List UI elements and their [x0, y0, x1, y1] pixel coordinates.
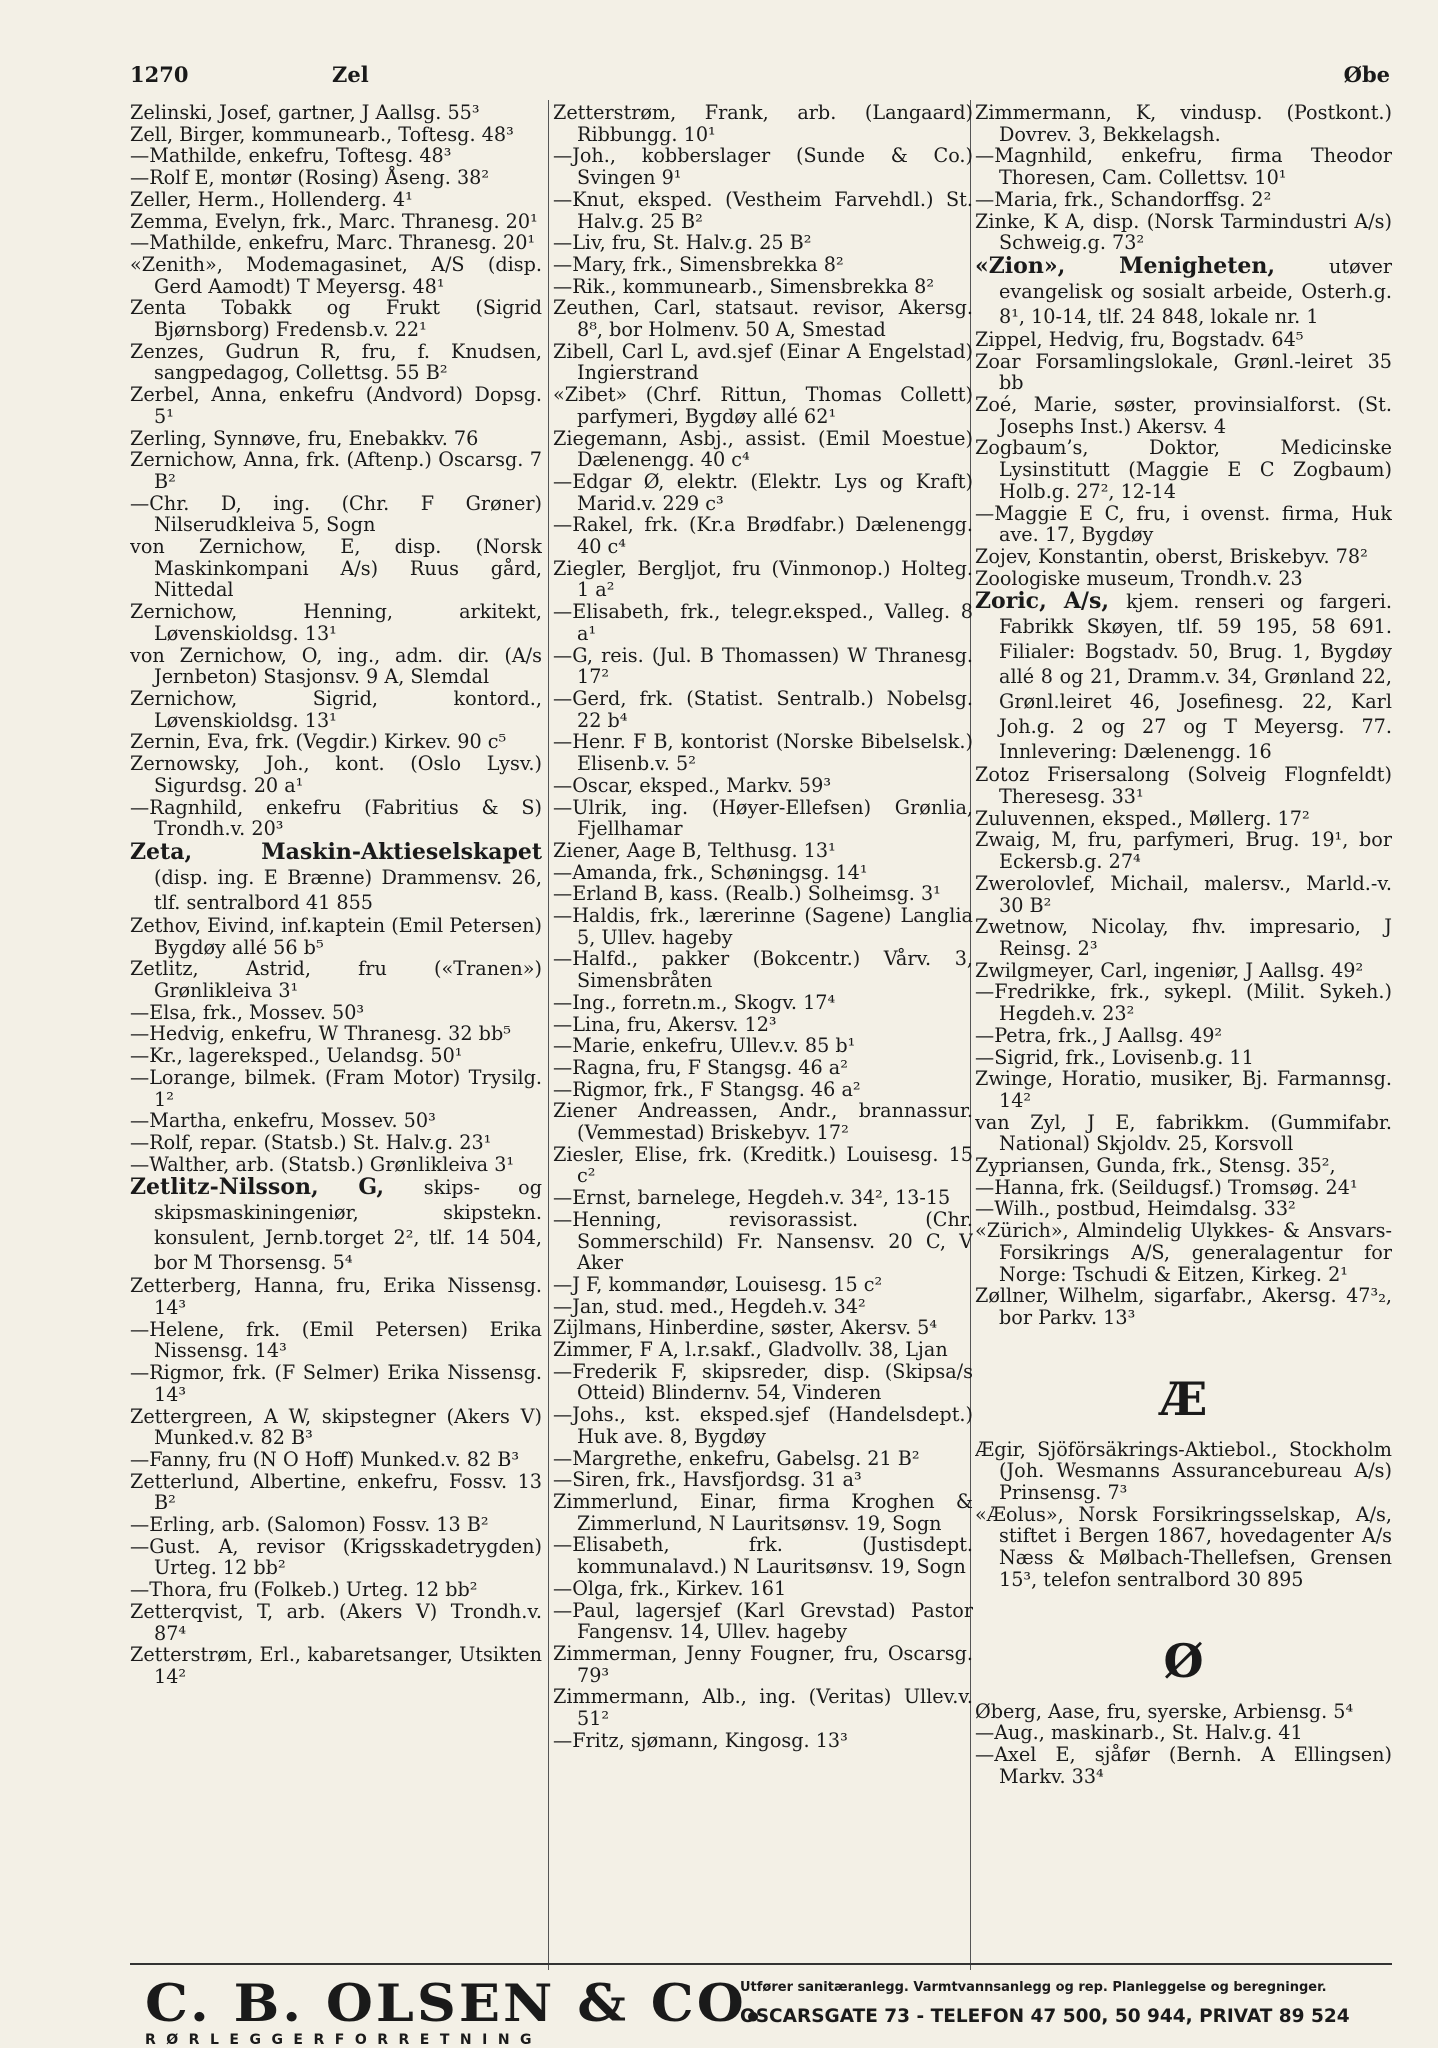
directory-entry: Zernowsky, Joh., kont. (Oslo Lysv.) Sigurdsg. 20 a¹: [130, 752, 542, 797]
directory-entry: —Haldis, frk., lærerinne (Sagene) Langlia 5, Ullev. hageby: [553, 904, 973, 949]
directory-column-3: [975, 102, 1392, 1992]
directory-entry: [130, 840, 542, 915]
directory-entry: —Hedvig, enkefru, W Thranesg. 32 bb⁵: [130, 1022, 511, 1046]
directory-entry: Zoologiske museum, Trondh.v. 23: [975, 566, 1303, 590]
ad-services: Utfører sanitæranlegg. Varmtvannsanlegg og rep. Planleggelse og beregninger.: [740, 1980, 1327, 1995]
page-header: [130, 58, 1390, 98]
directory-entry: —Jan, stud. med., Hegdeh.v. 34²: [553, 1294, 866, 1318]
directory-entry: «Æolus», Norsk Forsikringsselskap, A/s, stiftet i Bergen 1867, hovedagenter A/s Næss & Mølbach-Thellefsen, Grensen 15³, telefon sentralbord 30 895: [975, 1502, 1392, 1591]
directory-entry: [975, 254, 1392, 329]
directory-entry: Ziegemann, Asbj., assist. (Emil Moestue) Dælenengg. 40 c⁴: [553, 426, 973, 472]
directory-entry: Zemma, Evelyn, frk., Marc. Thranesg. 20¹: [130, 209, 538, 233]
directory-entry: Zetterstrøm, Frank, arb. (Langaard) Ribbungg. 10¹: [553, 102, 973, 146]
directory-entry: Zetterberg, Hanna, fru, Erika Nissensg. 14³: [130, 1274, 542, 1320]
directory-entry: —Kr., lagereksped., Uelandsg. 50¹: [130, 1044, 463, 1068]
directory-entry: Zetterlund, Albertine, enkefru, Fossv. 13 B²: [130, 1469, 542, 1515]
advertisement-banner: [130, 1972, 1392, 2048]
directory-entry: Zelinski, Josef, gartner, J Aallsg. 55³: [130, 102, 480, 124]
directory-entry: «Zibet» (Chrf. Rittun, Thomas Collett) parfymeri, Bygdøy allé 62¹: [553, 383, 973, 428]
entry-heading: «Zion», Menigheten,: [975, 252, 1276, 279]
directory-entry: —Elisabeth, frk., telegr.eksped., Valleg. 8 a¹: [553, 600, 973, 645]
directory-entry: Zijlmans, Hinberdine, søster, Akersv. 5⁴: [553, 1316, 938, 1340]
directory-entry: Ziesler, Elise, frk. (Kreditk.) Louisesg. 15 c²: [553, 1142, 973, 1188]
entry-text: skips- og skipsmaskiningeniør, skipstekn. konsulent, Jernb.torget 2², tlf. 14 504, bor M Thorsensg. 5⁴: [154, 1176, 542, 1275]
directory-entry: Zethov, Eivind, inf.kaptein (Emil Petersen) Bygdøy allé 56 b⁵: [130, 913, 542, 959]
directory-entry: —Rik., kommunearb., Simensbrekka 8²: [553, 274, 935, 298]
directory-entry: —Axel E, sjåfør (Bernh. A Ellingsen) Markv. 33⁴: [975, 1742, 1392, 1788]
directory-entry: —Martha, enkefru, Mossev. 50³: [130, 1109, 436, 1133]
column-divider: [548, 100, 549, 1970]
directory-entry: —Rigmor, frk., F Stangsg. 46 a²: [553, 1077, 861, 1101]
directory-entry: —Elsa, frk., Mossev. 50³: [130, 1000, 365, 1024]
header-guide-word-left: Zel: [332, 62, 369, 87]
directory-entry: Ziegler, Bergljot, fru (Vinmonop.) Holteg. 1 a²: [553, 556, 973, 602]
directory-entry: Zuluvennen, eksped., Møllerg. 17²: [975, 806, 1310, 830]
directory-entry: Zell, Birger, kommunearb., Toftesg. 48³: [130, 122, 514, 146]
directory-entry: Zernichow, Anna, frk. (Aftenp.) Oscarsg. 7 B²: [130, 448, 542, 493]
directory-entry: Zibell, Carl L, avd.sjef (Einar A Engelstad) Ingierstrand: [553, 339, 973, 385]
directory-column-1: [130, 102, 542, 1992]
directory-entry: Zimmer, F A, l.r.sakf., Gladvollv. 38, Ljan: [553, 1338, 948, 1362]
directory-entry: Zerbel, Anna, enkefru (Andvord) Dopsg. 5¹: [130, 383, 542, 428]
directory-entry: —Erling, arb. (Salomon) Fossv. 13 B²: [130, 1513, 489, 1537]
directory-entry: Zwerolovlef, Michail, malersv., Marld.-v. 30 B²: [975, 871, 1392, 917]
directory-entry: Zernin, Eva, frk. (Vegdir.) Kirkev. 90 c⁵: [130, 730, 507, 754]
directory-entry: —Ernst, barnelege, Hegdeh.v. 34², 13-15: [553, 1186, 951, 1210]
directory-entry: —Mathilde, enkefru, Toftesg. 48³: [130, 144, 452, 168]
directory-entry: —Helene, frk. (Emil Petersen) Erika Nissensg. 14³: [130, 1317, 542, 1363]
directory-entry: Zetlitz, Astrid, fru («Tranen») Grønlikleiva 3¹: [130, 957, 542, 1003]
directory-entry: —Magnhild, enkefru, firma Theodor Thoresen, Cam. Collettsv. 10¹: [975, 144, 1392, 190]
directory-entry: Zinke, K A, disp. (Norsk Tarmindustri A/s) Schweig.g. 73²: [975, 209, 1392, 255]
directory-entry: —Wilh., postbud, Heimdalsg. 33²: [975, 1197, 1296, 1221]
directory-entry: —Rigmor, frk. (F Selmer) Erika Nissensg. 14³: [130, 1361, 542, 1406]
directory-entry: —Lina, fru, Akersv. 12³: [553, 1012, 777, 1036]
section-letter: Æ: [1159, 1371, 1208, 1426]
directory-entry: Zenta Tobakk og Frukt (Sigrid Bjørnsborg) Fredensb.v. 22¹: [130, 296, 542, 342]
directory-entry: —Elisabeth, frk. (Justisdept. kommunalavd.) N Lauritsønsv. 19, Sogn: [553, 1533, 973, 1579]
entry-text: kjem. renseri og fargeri. Fabrikk Skøyen, tlf. 59 195, 58 691. Filialer: Bogstadv. 50, Brug. 1, Bygdøy allé 8 og 21, Dramm.v. 34, Grønland 22, Grønl.leiret 46, Josefinesg. 22, Karl Joh.g. 2 og 27 og T Meyersg. 77. Innlevering: Dælenengg. 16: [999, 590, 1392, 764]
entry-heading: Zeta, Maskin-Aktieselskapet: [130, 838, 542, 865]
directory-entry: —Frederik F, skipsreder, disp. (Skipsa/s Otteid) Blindernv. 54, Vinderen: [553, 1359, 973, 1405]
directory-entry: —Ulrik, ing. (Høyer-Ellefsen) Grønlia, Fjellhamar: [553, 795, 973, 841]
directory-entry: —Fanny, fru (N O Hoff) Munked.v. 82 B³: [130, 1447, 520, 1471]
ad-trade: RØRLEGGERFORRETNING: [145, 2032, 543, 2048]
entry-text: (disp. ing. E Brænne) Drammensv. 26, tlf. sentralbord 41 855: [154, 865, 542, 914]
directory-entry: Zogbaum’s, Doktor, Medicinske Lysinstitutt (Maggie E C Zogbaum) Holb.g. 27², 12-14: [975, 436, 1392, 503]
directory-entry: Zypriansen, Gunda, frk., Stensg. 35²,: [975, 1154, 1336, 1178]
directory-entry: —Margrethe, enkefru, Gabelsg. 21 B²: [553, 1446, 920, 1470]
directory-entry: Ziener Andreassen, Andr., brannassur. (Vemmestad) Briskebyv. 17²: [553, 1099, 973, 1145]
directory-entry: van Zyl, J E, fabrikkm. (Gummifabr. National) Skjoldv. 25, Korsvoll: [975, 1110, 1392, 1156]
directory-entry: Zwetnow, Nicolay, fhv. impresario, J Reinsg. 2³: [975, 915, 1392, 960]
directory-entry: Zwilgmeyer, Carl, ingeniør, J Aallsg. 49²: [975, 958, 1364, 982]
directory-entry: —Mary, frk., Simensbrekka 8²: [553, 252, 844, 276]
footer-divider: [130, 1963, 1392, 1965]
directory-entry: —Erland B, kass. (Realb.) Solheimsg. 3¹: [553, 882, 941, 906]
directory-entry: —Rolf E, montør (Rosing) Åseng. 38²: [130, 166, 490, 190]
directory-entry: Zetterstrøm, Erl., kabaretsanger, Utsikten 14²: [130, 1643, 542, 1688]
directory-entry: —Joh., kobberslager (Sunde & Co.) Svingen 9¹: [553, 144, 973, 190]
directory-entry: —Oscar, eksped., Markv. 59³: [553, 773, 832, 797]
directory-entry: —Marie, enkefru, Ullev.v. 85 b¹: [553, 1034, 856, 1058]
directory-entry: —Walther, arb. (Statsb.) Grønlikleiva 3¹: [130, 1152, 515, 1176]
directory-entry: —Siren, frk., Havsfjordsg. 31 a³: [553, 1468, 862, 1492]
section-letter: Ø: [1163, 1633, 1204, 1688]
directory-entry: «Zürich», Almindelig Ulykkes- & Ansvars-Forsikrings A/S, generalagentur for Norge: Tschudi & Eitzen, Kirkeg. 2¹: [975, 1219, 1392, 1286]
directory-entry: —Chr. D, ing. (Chr. F Grøner) Nilserudkleiva 5, Sogn: [130, 491, 542, 537]
directory-entry: Zwinge, Horatio, musiker, Bj. Farmannsg. 14²: [975, 1067, 1392, 1112]
directory-entry: Zojev, Konstantin, oberst, Briskebyv. 78²: [975, 544, 1368, 568]
directory-entry: —Sigrid, frk., Lovisenb.g. 11: [975, 1045, 1254, 1069]
directory-entry: Zernichow, Sigrid, kontord., Løvenskioldsg. 13¹: [130, 686, 542, 732]
directory-entry: —Olga, frk., Kirkev. 161: [553, 1576, 787, 1600]
directory-entry: Zotoz Frisersalong (Solveig Flognfeldt) Theresesg. 33¹: [975, 763, 1392, 809]
ad-address: OSCARSGATE 73 - TELEFON 47 500, 50 944, PRIVAT 89 524: [740, 2006, 1350, 2027]
directory-entry: —Maggie E C, fru, i ovenst. firma, Huk ave. 17, Bygdøy: [975, 501, 1392, 547]
directory-entry: Zettergreen, A W, skipstegner (Akers V) Munked.v. 82 B³: [130, 1404, 542, 1450]
directory-entry: von Zernichow, E, disp. (Norsk Maskinkompani A/s) Ruus gård, Nittedal: [130, 535, 542, 602]
directory-entry: [975, 589, 1392, 764]
directory-entry: —Rolf, repar. (Statsb.) St. Halv.g. 23¹: [130, 1130, 492, 1154]
directory-entry: —Paul, lagersjef (Karl Grevstad) Pastor Fangensv. 14, Ullev. hageby: [553, 1598, 973, 1644]
entry-text: utøver evangelisk og sosialt arbeide, Osterh.g. 8¹, 10-14, tlf. 24 848, lokale nr. 1: [999, 254, 1392, 328]
directory-entry: Zoar Forsamlingslokale, Grønl.-leiret 35 bb: [975, 349, 1392, 395]
directory-entry: —Ragna, fru, F Stangsg. 46 a²: [553, 1055, 848, 1079]
directory-entry: von Zernichow, O, ing., adm. dir. (A/s Jernbeton) Stasjonsv. 9 A, Slemdal: [130, 643, 542, 689]
directory-entry: Zeuthen, Carl, statsaut. revisor, Akersg. 8⁸, bor Holmenv. 50 A, Smestad: [553, 296, 973, 342]
directory-entry: Zimmerlund, Einar, firma Kroghen & Zimmerlund, N Lauritsønsv. 19, Sogn: [553, 1490, 973, 1535]
entry-heading: Zoric, A/s,: [975, 588, 1109, 615]
directory-entry: Zimmerman, Jenny Fougner, fru, Oscarsg. 79³: [553, 1641, 973, 1687]
directory-entry: Ægir, Sjöförsäkrings-Aktiebol., Stockholm (Joh. Wesmanns Assurancebureau A/s) Prinsensg. 7³: [975, 1437, 1392, 1505]
directory-entry: —Thora, fru (Folkeb.) Urteg. 12 bb²: [130, 1578, 478, 1602]
directory-entry: —Ragnhild, enkefru (Fabritius & S) Trondh.v. 20³: [130, 795, 542, 841]
directory-entry: —Amanda, frk., Schøningsg. 14¹: [553, 860, 868, 884]
directory-entry: «Zenith», Modemagasinet, A/S (disp. Gerd Aamodt) T Meyersg. 48¹: [130, 252, 542, 298]
directory-entry: Zenzes, Gudrun R, fru, f. Knudsen, sangpedagog, Collettsg. 55 B²: [130, 339, 542, 385]
directory-entry: —Edgar Ø, elektr. (Elektr. Lys og Kraft) Marid.v. 229 c³: [553, 469, 973, 515]
directory-entry: —Fredrikke, frk., sykepl. (Milit. Sykeh.) Hegdeh.v. 23²: [975, 980, 1392, 1026]
directory-entry: Zeller, Herm., Hollenderg. 4¹: [130, 187, 413, 211]
directory-entry: —Aug., maskinarb., St. Halv.g. 41: [975, 1721, 1303, 1745]
directory-entry: —Fritz, sjømann, Kingosg. 13³: [553, 1728, 848, 1752]
directory-column-2: [553, 102, 973, 1992]
directory-entry: —Henning, revisorassist. (Chr. Sommerschild) Fr. Nansensv. 20 C, V Aker: [553, 1207, 973, 1275]
directory-entry: —Liv, fru, St. Halv.g. 25 B²: [553, 231, 812, 255]
entry-heading: Zetlitz-Nilsson, G,: [130, 1174, 385, 1201]
directory-entry: Zernichow, Henning, arkitekt, Løvenskioldsg. 13¹: [130, 600, 542, 645]
directory-entry: —Lorange, bilmek. (Fram Motor) Trysilg. 1²: [130, 1065, 542, 1111]
directory-entry: Zerling, Synnøve, fru, Enebakkv. 76: [130, 426, 479, 450]
page-number: 1270: [130, 62, 189, 87]
directory-entry: Ziener, Aage B, Telthusg. 13¹: [553, 838, 836, 862]
directory-entry: —Petra, frk., J Aallsg. 49²: [975, 1023, 1223, 1047]
directory-entry: —Ing., forretn.m., Skogv. 17⁴: [553, 990, 836, 1014]
directory-entry: —G, reis. (Jul. B Thomassen) W Thranesg. 17²: [553, 643, 973, 689]
directory-entry: —Hanna, frk. (Seildugsf.) Tromsøg. 24¹: [975, 1175, 1358, 1199]
directory-entry: Zøllner, Wilhelm, sigarfabr., Akersg. 47³₂, bor Parkv. 13³: [975, 1284, 1392, 1329]
directory-entry: —Gust. A, revisor (Krigsskadetrygden) Urteg. 12 bb²: [130, 1534, 542, 1580]
directory-entry: Zetterqvist, T, arb. (Akers V) Trondh.v. 87⁴: [130, 1599, 542, 1645]
directory-entry: —Knut, eksped. (Vestheim Farvehdl.) St. Halv.g. 25 B²: [553, 187, 973, 233]
directory-entry: —Maria, frk., Schandorffsg. 2²: [975, 187, 1272, 211]
directory-entry: —Rakel, frk. (Kr.a Brødfabr.) Dælenengg. 40 c⁴: [553, 513, 973, 559]
header-guide-word-right: Øbe: [1343, 62, 1390, 87]
directory-entry: Zoé, Marie, søster, provinsialforst. (St. Josephs Inst.) Akersv. 4: [975, 393, 1392, 438]
directory-entry: Zimmermann, Alb., ing. (Veritas) Ullev.v. 51²: [553, 1685, 973, 1731]
directory-entry: Zimmermann, K, vindusp. (Postkont.) Dovrev. 3, Bekkelagsh.: [975, 102, 1392, 146]
directory-entry: —J F, kommandør, Louisesg. 15 c²: [553, 1272, 883, 1296]
directory-entry: —Halfd., pakker (Bokcentr.) Vårv. 3, Simensbråten: [553, 947, 973, 993]
directory-entry: [130, 1175, 542, 1275]
directory-entry: —Henr. F B, kontorist (Norske Bibelselsk.) Elisenb.v. 5²: [553, 730, 973, 776]
directory-entry: Zippel, Hedvig, fru, Bogstadv. 64⁵: [975, 327, 1304, 351]
directory-entry: Øberg, Aase, fru, syerske, Arbiensg. 5⁴: [975, 1699, 1354, 1723]
directory-entry: Zwaig, M, fru, parfymeri, Brug. 19¹, bor Eckersb.g. 27⁴: [975, 828, 1392, 874]
ad-firm-name: C. B. OLSEN & CO.: [145, 1972, 766, 2034]
directory-entry: —Mathilde, enkefru, Marc. Thranesg. 20¹: [130, 231, 536, 255]
directory-entry: —Johs., kst. eksped.sjef (Handelsdept.) Huk ave. 8, Bygdøy: [553, 1403, 973, 1448]
directory-entry: —Gerd, frk. (Statist. Sentralb.) Nobelsg. 22 b⁴: [553, 686, 973, 732]
